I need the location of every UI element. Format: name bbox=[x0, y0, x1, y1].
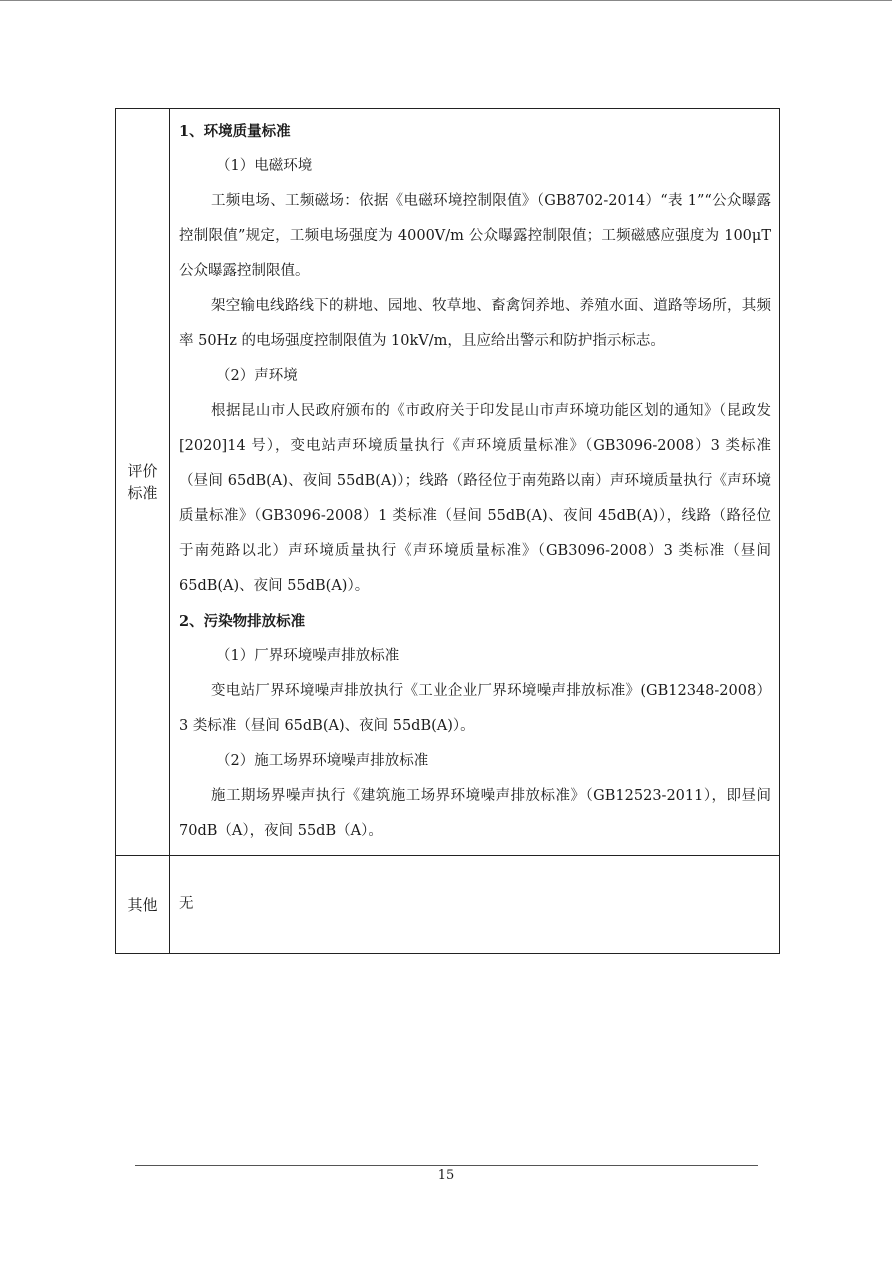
evaluation-standards-label bbox=[116, 109, 170, 856]
standards-table bbox=[115, 108, 780, 954]
paragraph-power-frequency: 工频电场、工频磁场：依据《电磁环境控制限值》（GB8702-2014）“表 1”“公众曝露控制限值”规定，工频电场强度为 4000V/m 公众曝露控制限值；工频磁感应强度为 100μT 公众曝露控制限值。 bbox=[179, 193, 771, 279]
section-heading-pollutant-emission: 2、污染物排放标准 bbox=[179, 613, 306, 630]
other-label bbox=[116, 856, 170, 954]
evaluation-standards-row bbox=[116, 109, 780, 856]
top-border-line bbox=[0, 0, 892, 1]
other-label-text: 其他 bbox=[127, 895, 158, 914]
other-content bbox=[170, 856, 780, 954]
paragraph-boundary-noise: 变电站厂界环境噪声排放执行《工业企业厂界环境噪声排放标准》(GB12348-2008）3 类标准（昼间 65dB(A)、夜间 55dB(A)）。 bbox=[179, 683, 771, 734]
other-row bbox=[116, 856, 780, 954]
evaluation-standards-content bbox=[170, 109, 780, 856]
page-number: 15 bbox=[437, 1168, 455, 1183]
paragraph-acoustic-quality: 根据昆山市人民政府颁布的《市政府关于印发昆山市声环境功能区划的通知》（昆政发[2020]14 号），变电站声环境质量执行《声环境质量标准》（GB3096-2008）3 类标准（昼间 65dB(A)、夜间 55dB(A)）；线路（路径位于南苑路以南）声环境质量执行《声环境质量标准》（GB3096-2008）1 类标准（昼间 55dB(A)、夜间 45dB(A)），线路（路径位于南苑路以北）声环境质量执行《声环境质量标准》（GB3096-2008）3 类标准（昼间 65dB(A)、夜间 55dB(A)）。 bbox=[179, 403, 771, 594]
footer-line bbox=[135, 1165, 758, 1166]
paragraph-construction-noise: 施工期场界噪声执行《建筑施工场界环境噪声排放标准》（GB12523-2011），即昼间 70dB（A），夜间 55dB（A）。 bbox=[179, 788, 771, 839]
subheading-construction-noise: （2）施工场界环境噪声排放标准 bbox=[216, 753, 429, 769]
subheading-electromagnetic: （1）电磁环境 bbox=[216, 158, 313, 174]
subheading-acoustic: （2）声环境 bbox=[216, 368, 298, 384]
other-content-text: 无 bbox=[179, 896, 194, 912]
subheading-boundary-noise: （1）厂界环境噪声排放标准 bbox=[216, 648, 400, 664]
section-heading-environmental-quality: 1、环境质量标准 bbox=[179, 123, 291, 140]
label-text: 评价 标准 bbox=[127, 462, 158, 502]
paragraph-overhead-line: 架空输电线路线下的耕地、园地、牧草地、畜禽饲养地、养殖水面、道路等场所，其频率 50Hz 的电场强度控制限值为 10kV/m，且应给出警示和防护指示标志。 bbox=[179, 298, 771, 349]
